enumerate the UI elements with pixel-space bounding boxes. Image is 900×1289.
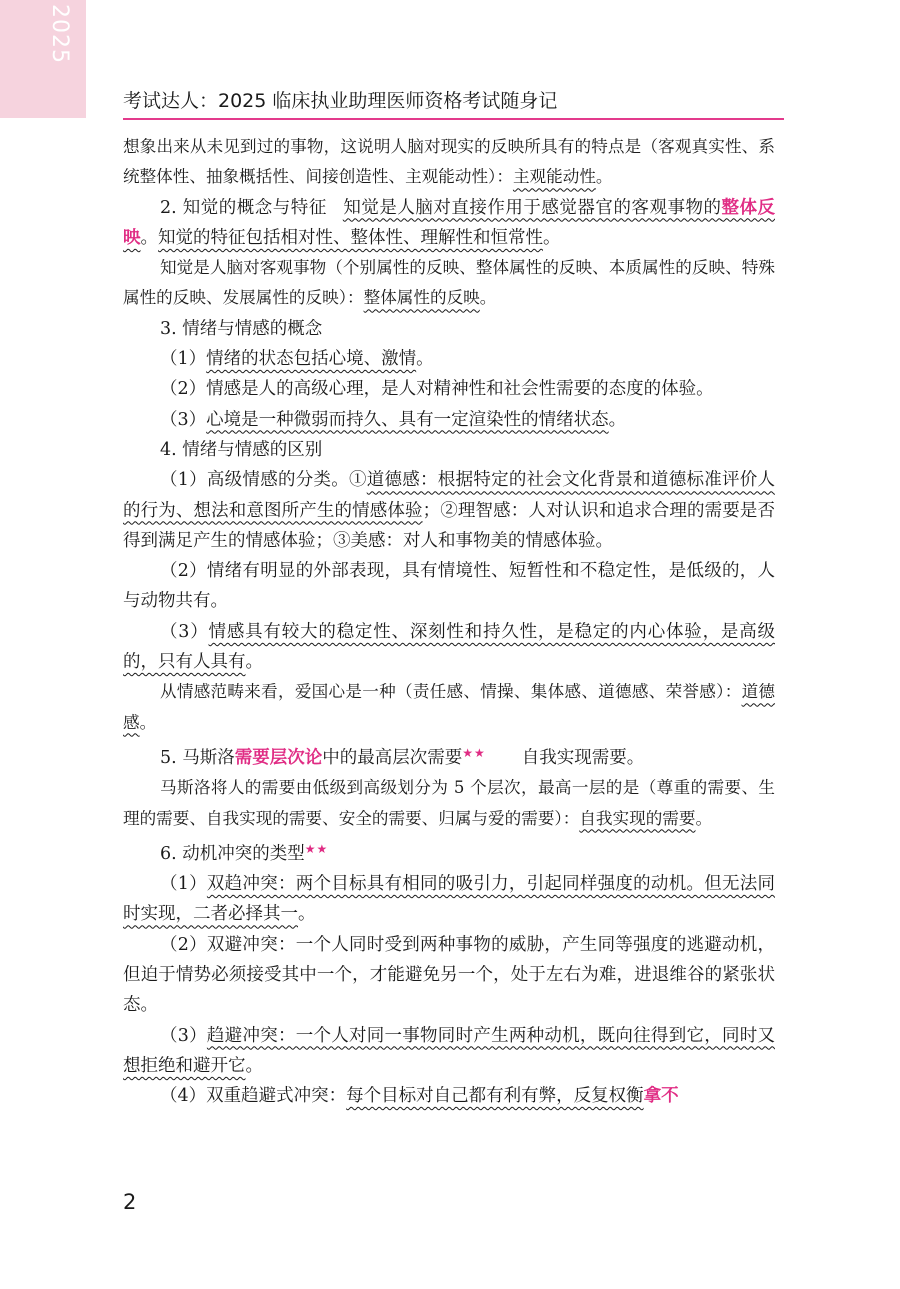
header-rule	[123, 118, 784, 120]
side-tab-year: 2025	[47, 4, 72, 64]
features: 知觉的特征包括相对性、整体性、理解性和恒常性	[158, 227, 543, 248]
section-2: 2. 知觉的概念与特征 知觉是人脑对直接作用于感觉器官的客观事物的整体反映。知觉的特征包括相对性、整体性、理解性和恒常性。	[123, 197, 775, 248]
list-item: （2）情感是人的高级心理，是人对精神性和社会性需要的态度的体验。	[160, 379, 714, 400]
section-heading: 2. 知觉的概念与特征	[160, 197, 327, 218]
list-item: （3）趋避冲突：一个人对同一事物同时产生两种动机，既向往得到它，同时又想拒绝和避开它。	[123, 1025, 775, 1076]
page-header: 考试达人：2025 临床执业助理医师资格考试随身记	[123, 90, 558, 112]
list-item: （2）情绪有明显的外部表现，具有情境性、短暂性和不稳定性，是低级的，人与动物共有。	[123, 561, 775, 612]
list-item: （1）高级情感的分类。①道德感：根据特定的社会文化背景和道德标准评价人的行为、想法和意图所产生的情感体验；②理智感：人对认识和追求合理的需要是否得到满足产生的情感体验；③美感：对人和事物美的情感体验。	[123, 470, 775, 551]
page-content	[123, 132, 775, 1112]
answer: 整体属性的反映	[363, 288, 480, 308]
section-5: 5. 马斯洛需要层次论中的最高层次需要★★ 自我实现需要。	[160, 745, 645, 768]
question-imagination: 想象出来从未见到过的事物，这说明人脑对现实的反映所具有的特点是（客观真实性、系统整体性、抽象概括性、间接创造性、主观能动性）：主观能动性。	[123, 137, 775, 187]
question-maslow: 马斯洛将人的需要由低级到高级划分为 5 个层次，最高一层的是（尊重的需要、生理的需要、自我实现的需要、安全的需要、归属与爱的需要）：自我实现的需要。	[123, 778, 775, 828]
section-heading: 6. 动机冲突的类型★★	[160, 841, 329, 864]
list-item: （4）双重趋避式冲突：每个目标对自己都有利有弊，反复权衡拿不	[160, 1086, 679, 1107]
definition: 知觉是人脑对直接作用于感觉器官的客观事物的整体反映	[123, 197, 775, 248]
answer: 主观能动性	[512, 167, 596, 187]
list-item: （3）心境是一种微弱而持久、具有一定渲染性的情绪状态。	[160, 409, 627, 430]
question-perception: 知觉是人脑对客观事物（个别属性的反映、整体属性的反映、本质属性的反映、特殊属性的反映、发展属性的反映）：整体属性的反映。	[123, 258, 775, 308]
answer: 道德感	[123, 682, 776, 732]
list-item: （3）情感具有较大的稳定性、深刻性和持久性，是稳定的内心体验，是高级的，只有人具有。	[123, 621, 775, 673]
side-tab	[0, 0, 86, 118]
list-item: （1）情绪的状态包括心境、激情。	[160, 349, 434, 370]
star-icon: ★★	[304, 841, 329, 856]
page-number: 2	[123, 1190, 137, 1214]
list-item: （2）双避冲突：一个人同时受到两种事物的威胁，产生同等强度的逃避动机，但迫于情势必须接受其中一个，才能避免另一个，处于左右为难，进退维谷的紧张状态。	[123, 934, 775, 1016]
section-heading: 3. 情绪与情感的概念	[160, 318, 323, 339]
star-icon: ★★	[462, 745, 486, 760]
section-heading: 4. 情绪与情感的区别	[160, 439, 323, 460]
question-patriotism: 从情感范畴来看，爱国心是一种（责任感、情操、集体感、道德感、荣誉感）：道德感。	[123, 682, 776, 732]
list-item: （1）双趋冲突：两个目标具有相同的吸引力，引起同样强度的动机。但无法同时实现，二者必择其一。	[123, 874, 775, 925]
answer: 自我实现的需要	[579, 808, 696, 828]
